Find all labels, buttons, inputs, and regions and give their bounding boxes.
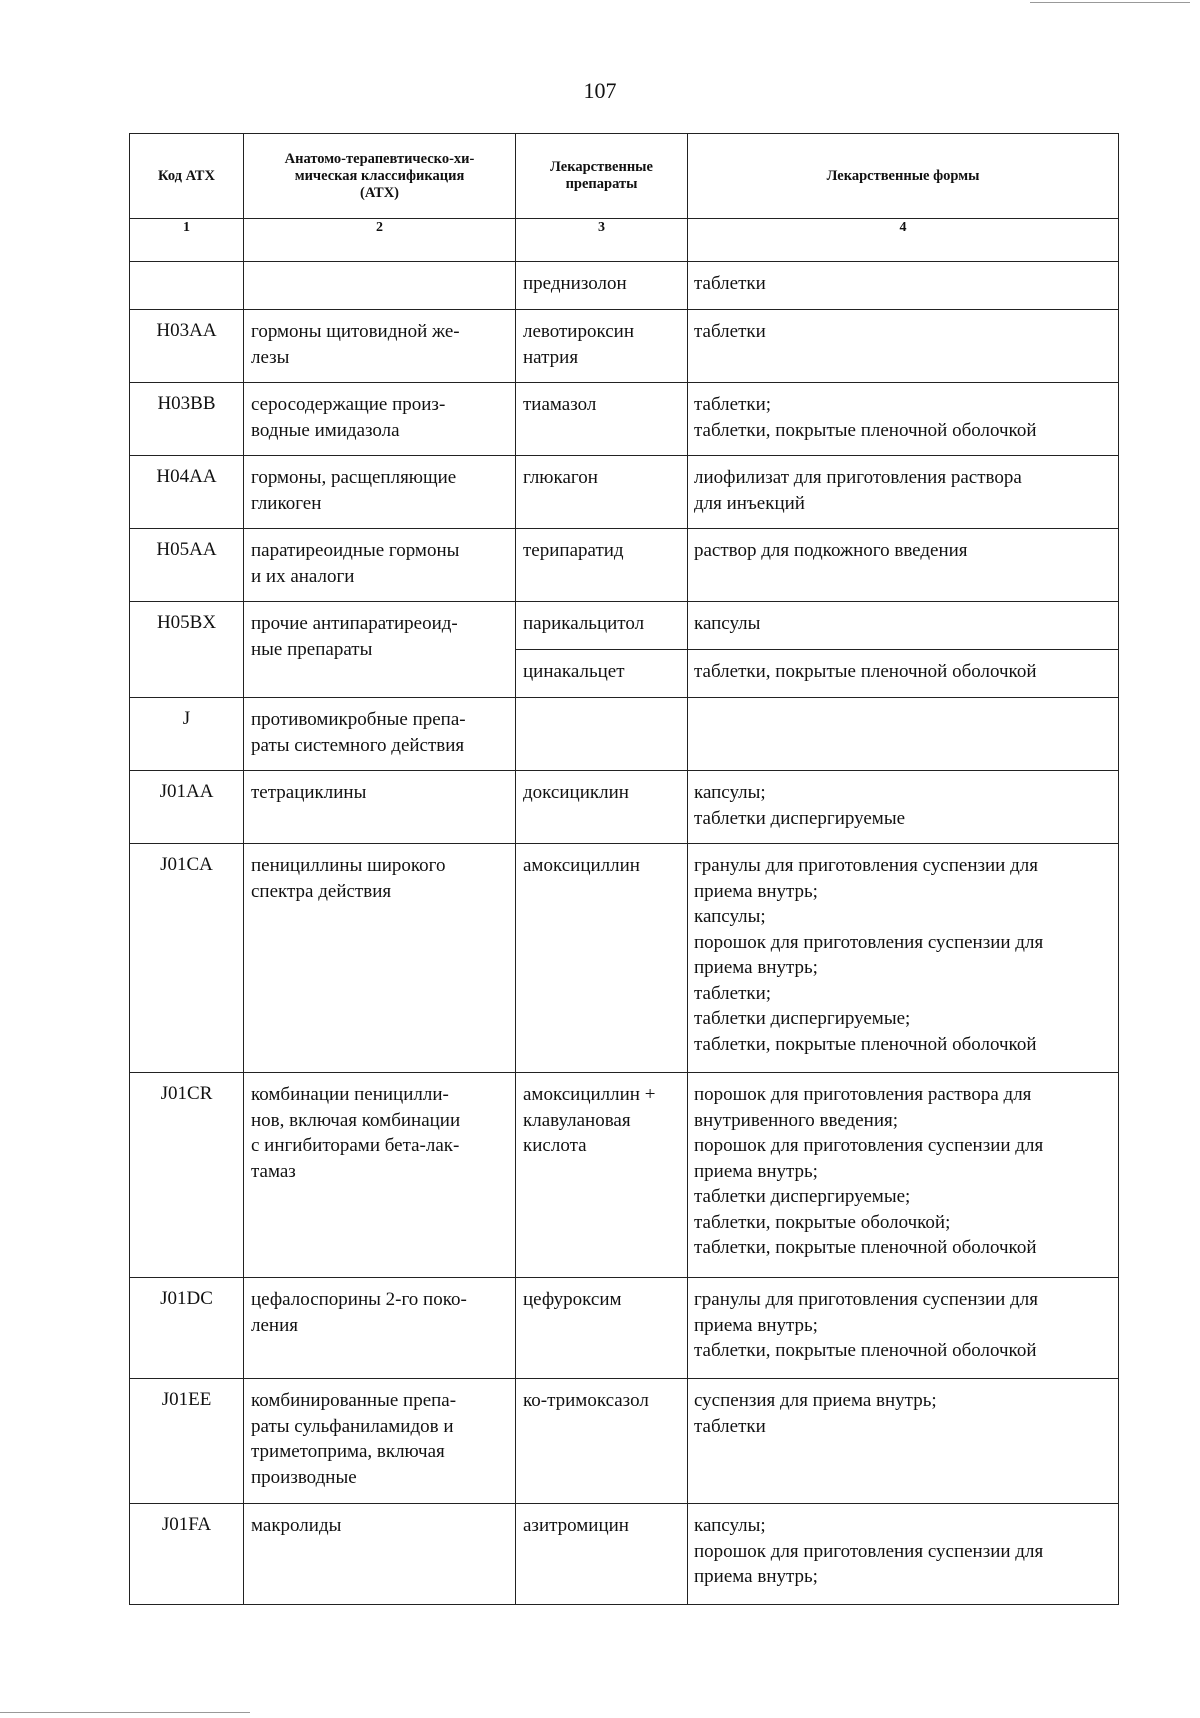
atx-classification <box>244 602 516 698</box>
atx-code: J01AA <box>130 771 244 844</box>
text-line: ные препараты <box>251 638 373 660</box>
table-row <box>130 771 1119 844</box>
text-line: и их аналоги <box>251 565 355 587</box>
text-line: гранулы для приготовления суспензии для <box>694 855 1038 876</box>
column-number: 2 <box>244 219 516 262</box>
text-line: доксициклин <box>523 782 629 803</box>
drug-name <box>516 1379 688 1504</box>
text-line: спектра действия <box>251 880 392 902</box>
drug-name <box>516 844 688 1073</box>
text-line: цефуроксим <box>523 1289 622 1310</box>
column-number: 1 <box>130 219 244 262</box>
text-line: приема внутрь; <box>694 1566 818 1587</box>
text-line: капсулы <box>694 613 761 634</box>
text-line: комбинации пеницилли- <box>251 1084 449 1105</box>
text-line: таблетки, покрытые пленочной оболочкой <box>694 1340 1037 1361</box>
column-number: 3 <box>516 219 688 262</box>
atx-classification <box>244 1504 516 1605</box>
text-line: внутривенного введения; <box>694 1109 899 1131</box>
text-line: противомикробные препа- <box>251 709 466 730</box>
text-line: гормоны, расщепляющие <box>251 467 457 488</box>
dosage-forms <box>688 698 1119 771</box>
text-line: цинакальцет <box>523 661 625 682</box>
dosage-forms <box>688 1504 1119 1605</box>
text-line: цефалоспорины 2-го поко- <box>251 1289 467 1310</box>
text-line: азитромицин <box>523 1515 629 1536</box>
text-line: гранулы для приготовления суспензии для <box>694 1289 1038 1310</box>
text-line: амоксициллин <box>523 855 640 876</box>
atx-classification <box>244 844 516 1073</box>
drug-name <box>516 529 688 602</box>
header-drugs: Лекарственные препараты <box>516 134 688 219</box>
text-line: таблетки <box>694 1415 766 1437</box>
dosage-forms <box>688 844 1119 1073</box>
text-line: комбинированные препа- <box>251 1390 457 1411</box>
text-line: клавулановая <box>523 1109 631 1131</box>
text-line: натрия <box>523 346 579 368</box>
text-line: для инъекций <box>694 492 805 514</box>
text-line: таблетки диспергируемые; <box>694 1008 911 1029</box>
table-row <box>130 698 1119 771</box>
text-line: нов, включая комбинации <box>251 1109 461 1131</box>
page-number: 107 <box>583 78 617 103</box>
table-body <box>130 262 1119 1605</box>
dosage-forms <box>688 1073 1119 1278</box>
text-line: терипаратид <box>523 540 624 561</box>
atx-classification <box>244 1073 516 1278</box>
table-row <box>130 456 1119 529</box>
text-line: приема внутрь; <box>694 957 818 978</box>
drug-name <box>516 650 688 698</box>
table-row <box>130 529 1119 602</box>
text-line: порошок для приготовления суспензии для <box>694 931 1044 953</box>
drug-name <box>516 310 688 383</box>
text-line: приема внутрь; <box>694 1314 818 1336</box>
text-line: тетрациклины <box>251 782 367 803</box>
text-line: капсулы; <box>694 1515 766 1536</box>
text-line: серосодержащие произ- <box>251 394 446 415</box>
atx-classification <box>244 383 516 456</box>
dosage-forms <box>688 650 1119 698</box>
atx-code: H04AA <box>130 456 244 529</box>
table-row <box>130 310 1119 383</box>
dosage-forms <box>688 771 1119 844</box>
text-line: раты сульфаниламидов и <box>251 1415 454 1437</box>
text-line: приема внутрь; <box>694 1160 818 1182</box>
text-line: преднизолон <box>523 273 627 294</box>
header-code: Код АТХ <box>130 134 244 219</box>
atx-code: H05BX <box>130 602 244 698</box>
text-line: таблетки, покрытые оболочкой; <box>694 1211 951 1233</box>
atx-code: J01CR <box>130 1073 244 1278</box>
text-line: левотироксин <box>523 321 635 342</box>
table-row <box>130 1278 1119 1379</box>
table-header-row <box>130 134 1119 219</box>
column-numbering-row <box>130 219 1119 262</box>
dosage-forms <box>688 602 1119 650</box>
drug-name <box>516 1504 688 1605</box>
atx-classification <box>244 1379 516 1504</box>
text-line: капсулы; <box>694 782 766 803</box>
drug-name <box>516 262 688 310</box>
dosage-forms <box>688 456 1119 529</box>
atx-code: J <box>130 698 244 771</box>
table-row <box>130 1504 1119 1605</box>
table-row <box>130 262 1119 310</box>
atx-classification <box>244 456 516 529</box>
atx-code: H05AA <box>130 529 244 602</box>
text-line: порошок для приготовления раствора для <box>694 1084 1032 1105</box>
text-line: парикальцитол <box>523 613 645 634</box>
atx-classification <box>244 529 516 602</box>
atx-classification <box>244 1278 516 1379</box>
text-line: ко-тримоксазол <box>523 1390 649 1411</box>
drug-name <box>516 383 688 456</box>
dosage-forms <box>688 1379 1119 1504</box>
drug-name <box>516 602 688 650</box>
atx-code: J01DC <box>130 1278 244 1379</box>
drug-name <box>516 1278 688 1379</box>
atx-code: H03BB <box>130 383 244 456</box>
atx-code <box>130 262 244 310</box>
atx-code: J01FA <box>130 1504 244 1605</box>
text-line: триметоприма, включая <box>251 1441 445 1462</box>
text-line: глюкагон <box>523 467 598 488</box>
dosage-forms <box>688 1278 1119 1379</box>
scan-edge-mark <box>0 1712 250 1713</box>
dosage-forms <box>688 529 1119 602</box>
text-line: тиамазол <box>523 394 597 415</box>
atx-code: H03AA <box>130 310 244 383</box>
table-row <box>130 1379 1119 1504</box>
text-line: лезы <box>251 346 290 368</box>
text-line: суспензия для приема внутрь; <box>694 1390 937 1411</box>
atx-code: J01EE <box>130 1379 244 1504</box>
table-row <box>130 844 1119 1073</box>
table-row <box>130 602 1119 650</box>
text-line: ления <box>251 1314 298 1336</box>
atx-classification <box>244 771 516 844</box>
text-line: паратиреоидные гормоны <box>251 540 460 561</box>
table-row <box>130 1073 1119 1278</box>
text-line: капсулы; <box>694 906 766 927</box>
drug-name <box>516 1073 688 1278</box>
atx-classification <box>244 310 516 383</box>
atx-classification <box>244 262 516 310</box>
text-line: таблетки, покрытые пленочной оболочкой <box>694 1237 1037 1258</box>
text-line: таблетки <box>694 321 766 342</box>
dosage-forms <box>688 383 1119 456</box>
text-line: таблетки, покрытые пленочной оболочкой <box>694 661 1037 682</box>
text-line: пенициллины широкого <box>251 855 446 876</box>
text-line: таблетки диспергируемые <box>694 807 906 829</box>
text-line: таблетки; <box>694 394 772 415</box>
dosage-forms <box>688 310 1119 383</box>
text-line: тамаз <box>251 1160 296 1182</box>
text-line: амоксициллин + <box>523 1084 656 1105</box>
text-line: таблетки, покрытые пленочной оболочкой <box>694 419 1037 441</box>
text-line: производные <box>251 1466 357 1488</box>
dosage-forms <box>688 262 1119 310</box>
text-line: макролиды <box>251 1515 342 1536</box>
header-forms: Лекарственные формы <box>688 134 1119 219</box>
header-classification: Анатомо-терапевтическо-хи- мическая классификация (АТХ) <box>244 134 516 219</box>
text-line: гормоны щитовидной же- <box>251 321 460 342</box>
atx-code: J01CA <box>130 844 244 1073</box>
atx-table <box>129 133 1119 1605</box>
drug-name <box>516 456 688 529</box>
column-number: 4 <box>688 219 1119 262</box>
text-line: порошок для приготовления суспензии для <box>694 1135 1044 1156</box>
drug-name <box>516 771 688 844</box>
text-line: прочие антипаратиреоид- <box>251 613 458 634</box>
text-line: таблетки; <box>694 982 772 1004</box>
text-line: лиофилизат для приготовления раствора <box>694 467 1022 488</box>
text-line: таблетки, покрытые пленочной оболочкой <box>694 1033 1037 1055</box>
text-line: водные имидазола <box>251 419 400 441</box>
table-row <box>130 383 1119 456</box>
text-line: приема внутрь; <box>694 880 818 902</box>
drug-name <box>516 698 688 771</box>
text-line: кислота <box>523 1135 587 1156</box>
text-line: таблетки диспергируемые; <box>694 1186 911 1207</box>
text-line: раствор для подкожного введения <box>694 540 968 561</box>
text-line: порошок для приготовления суспензии для <box>694 1540 1044 1562</box>
atx-classification <box>244 698 516 771</box>
text-line: таблетки <box>694 273 766 294</box>
text-line: раты системного действия <box>251 734 465 756</box>
scan-edge-mark <box>1030 2 1190 3</box>
text-line: гликоген <box>251 492 322 514</box>
text-line: с ингибиторами бета-лак- <box>251 1135 460 1156</box>
